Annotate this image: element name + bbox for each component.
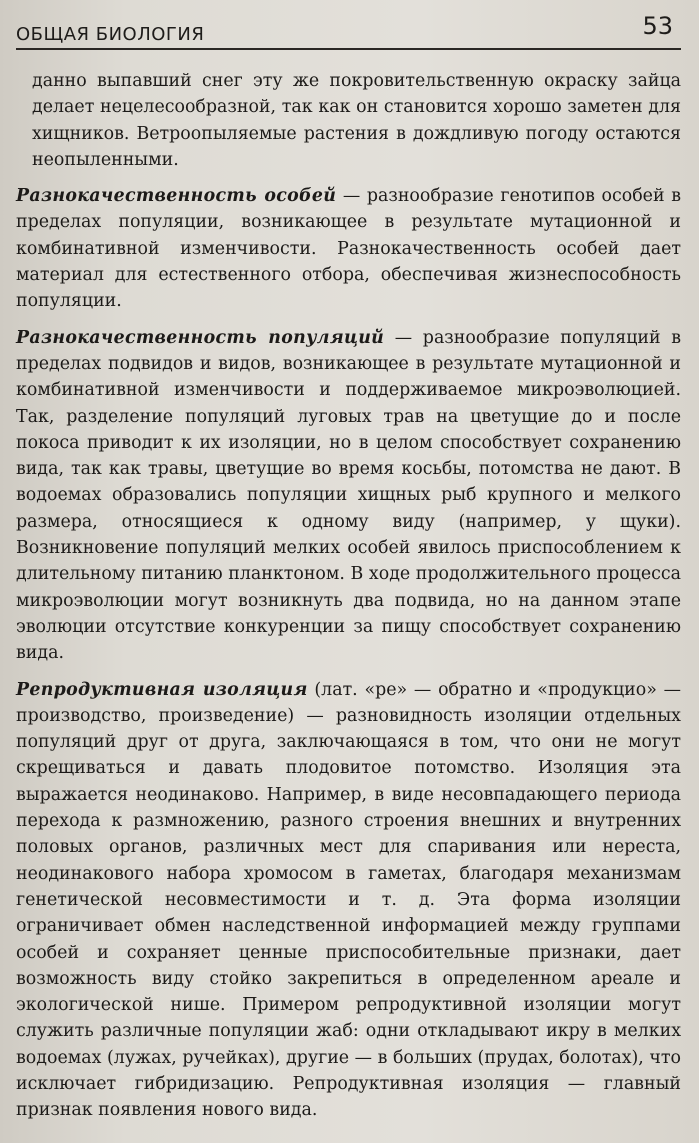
glossary-term: Разнокачественность особей	[16, 186, 337, 207]
continued-paragraph: данно выпавший снег эту же покровительственную окраску зайца делает нецелесообразной, так как он становится хорошо заметен для хищников. Ветроопыляемые растения в дождливую погоду остаются неопыленными.	[32, 71, 681, 170]
glossary-definition: (лат. «ре» — обратно и «продукцио» — производство, произведение) — разновидность изоляции отдельных популяций друг от друга, заключающаяся в том, что они не могут скрещиваться и давать плодовитое потомство. Изоляция эта выражается неодинаково. Например, в виде несовпадающего периода перехода к размножению, разного строения внешних и внутренних половых органов, различных мест для спаривания или нереста, неодинакового набора хромосом в гаметах, благодаря механизмам генетической несовместимости и т. д. Эта форма изоляции ограничивает обмен наследственной информацией между группами особей и сохраняет ценные приспособительные признаки, дает возможность виду стойко закрепиться в определенном ареале и экологической нише. Примером репродуктивной изоляции могут служить различные популяции жаб: одни откладывают икру в мелких водоемах (лужах, ручейках), другие — в больших (прудах, болотах), что исключает гибридизацию. Репродуктивная изоляция — главный признак появления нового вида.	[16, 679, 681, 1121]
glossary-definition: — разнообразие популяций в пределах подвидов и видов, возникающее в результате мутационной и комбинативной изменчивости и поддерживаемое микроэволюцией. Так, разделение популяций луговых трав на цветущие до и после покоса приводит к их изоляции, но в целом способствует сохранению вида, так как травы, цветущие во время косьбы, потомства не дают. В водоемах образовались популяции хищных рыб крупного и мелкого размера, относящиеся к одному виду (например, у щуки). Возникновение популяций мелких особей явилось приспособлением к длительному питанию планктоном. В ходе продолжительного процесса микроэволюции могут возникнуть два подвида, но на данном этапе эволюции отсутствие конкуренции за пищу способствует сохранению вида.	[16, 327, 681, 664]
page-body	[16, 52, 681, 1124]
glossary-term: Репродуктивная изоляция	[16, 679, 308, 700]
glossary-entry-reproductive-isolation	[16, 677, 681, 1124]
glossary-definition: — разнообразие генотипов особей в пределах популяции, возникающее в результате мутационной и комбинативной изменчивости. Разнокачественность особей дает материал для естественного отбора, обеспечивая жизнеспособность популяции.	[16, 186, 681, 312]
page-header	[16, 0, 681, 52]
header-rule	[16, 48, 681, 50]
glossary-term: Разнокачественность популяций	[16, 327, 385, 348]
glossary-entry-individual-diversity	[16, 183, 681, 314]
glossary-entry-population-diversity	[16, 325, 681, 667]
page-number: 53	[642, 12, 673, 40]
running-title: ОБЩАЯ БИОЛОГИЯ	[16, 24, 205, 45]
